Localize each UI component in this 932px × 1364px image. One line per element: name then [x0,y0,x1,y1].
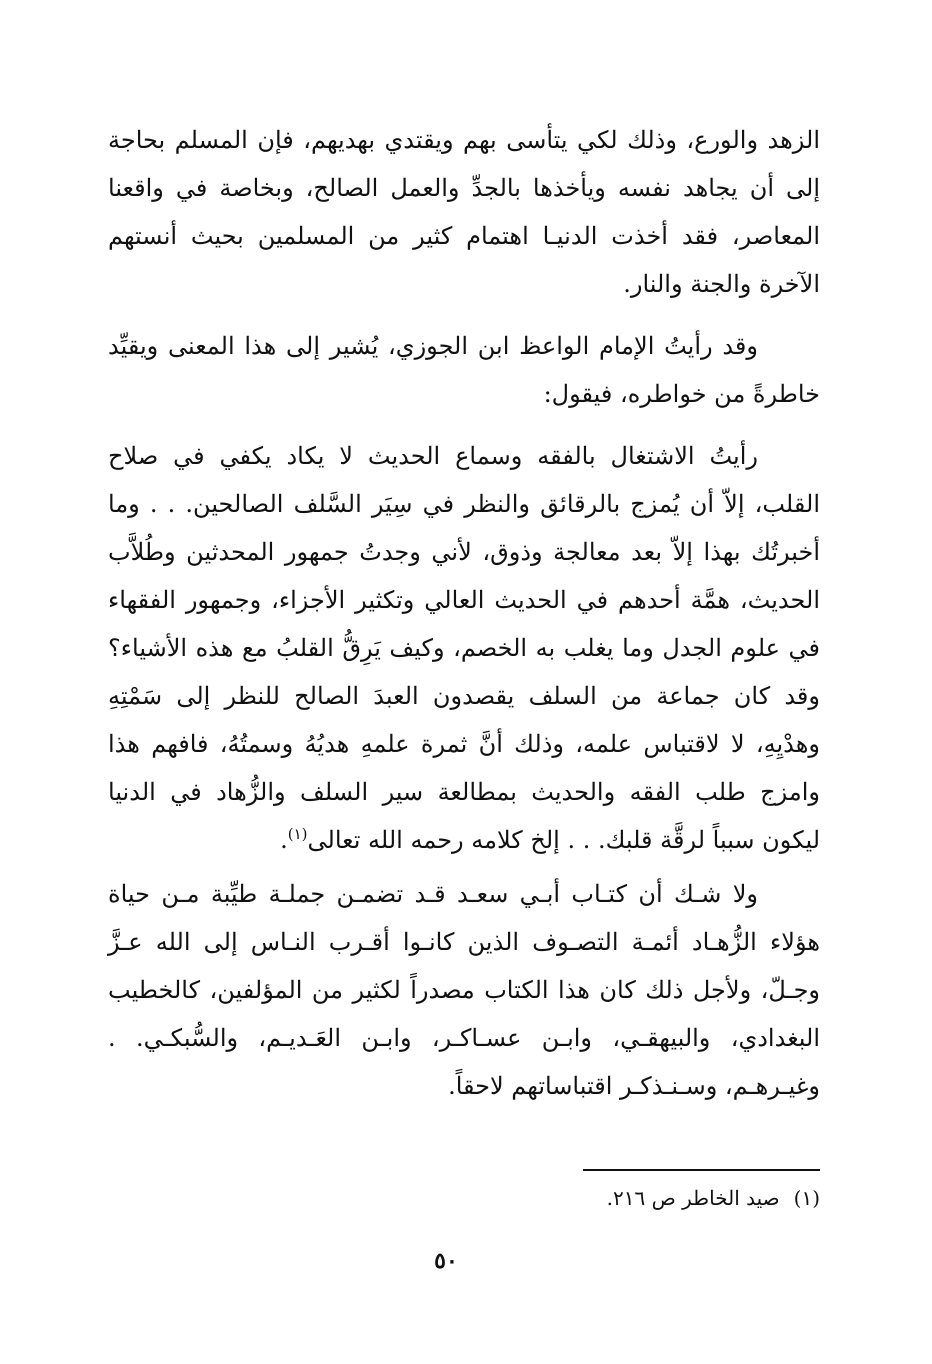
paragraph-4 [108,870,820,1110]
quoted-paragraph [108,432,820,864]
page-number: ٥٠ [434,1248,458,1274]
footnote-reference: (١) [287,825,308,843]
footnote [420,1180,820,1216]
paragraph-1 [108,116,820,308]
quoted-paragraph-end: . [280,826,288,854]
footnote-text: صيد الخاطر ص ٢١٦. [606,1186,780,1210]
paragraph-2 [108,322,820,418]
paragraph-4-text: ولا شـك أن كتـاب أبـي سعـد قـد تضمـن جملـة طيِّبة مـن حياة هؤلاء الزُّهـاد أئمـة التصـوف الذين كانـوا أقـرب النـاس إلى الله عـزَّ وجـلّ، ولأجل ذلك كان هذا الكتاب مصدراً لكثير من المؤلفين، كالخطيب البغدادي، والبيهقـي، وابـن عسـاكـر، وابـن العَـديـم، والسُّبكـي. . وغيـرهـم، وسـنـذكـر اقتباساتهم لاحقاً. [108,880,820,1100]
footnote-separator [583,1169,820,1171]
quoted-paragraph-text [108,432,820,864]
paragraph-2-text: وقد رأيتُ الإمام الواعظ ابن الجوزي، يُشير إلى هذا المعنى ويقيِّد خاطرةً من خواطره، فيقول: [108,332,820,408]
footnote-number: (١) [793,1186,820,1210]
paragraph-1-text: الزهد والورع، وذلك لكي يتأسى بهم ويقتدي بهديهم، فإن المسلم بحاجة إلى أن يجاهد نفسه ويأخذها بالجدِّ والعمل الصالح، وبخاصة في واقعنا المعاصر، فقد أخذت الدنيـا اهتمام كثير من المسلمين بحيث أنستهم الآخرة والجنة والنار. [108,126,820,298]
quoted-paragraph-body: رأيتُ الاشتغال بالفقه وسماع الحديث لا يكاد يكفي في صلاح القلب، إلاّ أن يُمزج بالرقائق والنظر في سِيَر السَّلف الصالحين. . . وما أخبرتُك بهذا إلاّ بعد معالجة وذوق، لأني وجدتُ جمهور المحدثين وطُلاَّب الحديث، همَّة أحدهم في الحديث العالي وتكثير الأجزاء، وجمهور الفقهاء في علوم الجدل وما يغلب به الخصم، وكيف يَرِقُّ القلبُ مع هذه الأشياء؟ وقد كان جماعة من السلف يقصدون العبدَ الصالح للنظر إلى سَمْتِهِ وهدْيِهِ، لا لاقتباس علمه، وذلك أنَّ ثمرة علمهِ هديُهُ وسمتُهُ، فافهم هذا وامزج طلب الفقه والحديث بمطالعة سير السلف والزُّهاد في الدنيا ليكون سبباً لرقَّة قلبك. . . إلخ كلامه رحمه الله تعالى [108,442,820,854]
